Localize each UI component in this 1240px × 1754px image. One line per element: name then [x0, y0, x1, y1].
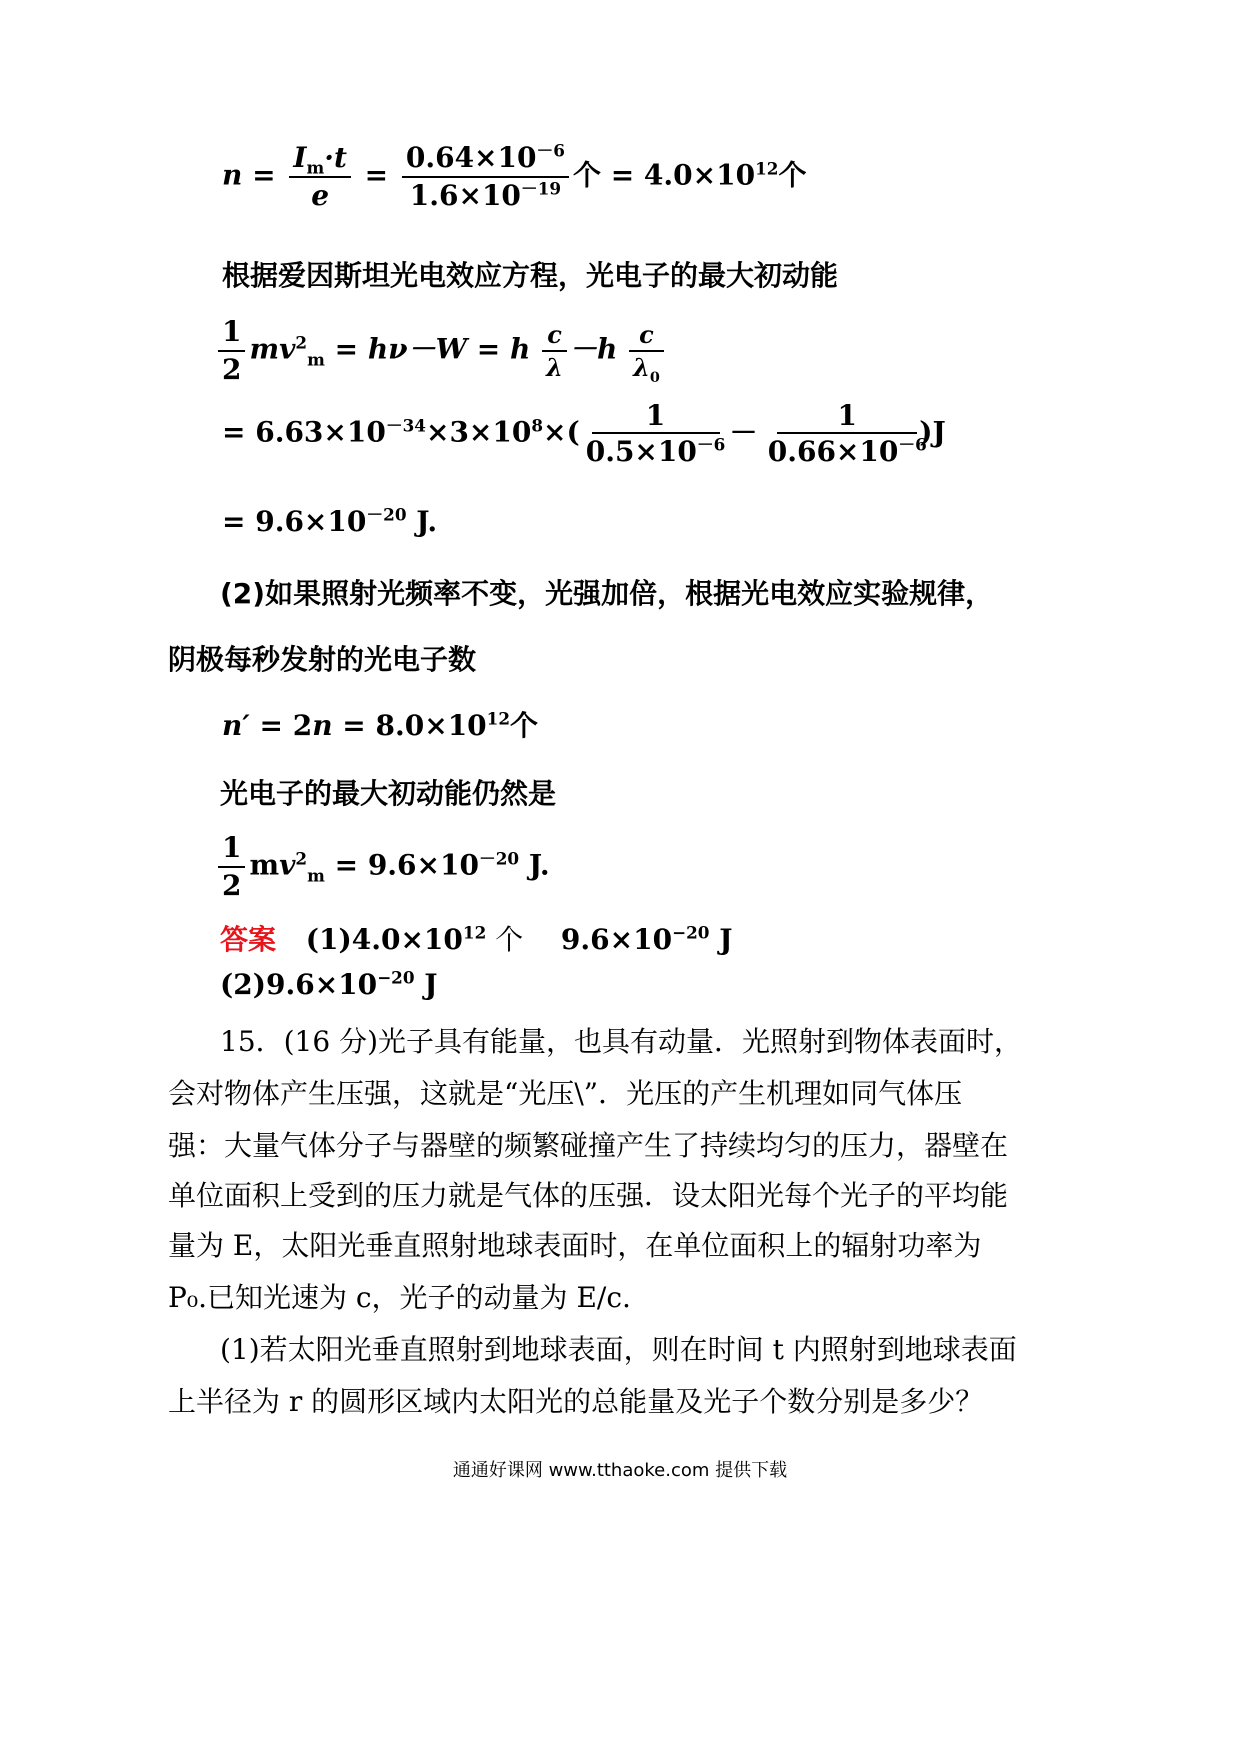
- problem15-line1: 15．(16 分)光子具有能量，也具有动量．光照射到物体表面时，: [220, 1025, 1023, 1058]
- calc-paren: ×(: [543, 415, 580, 449]
- problem15-line6: P₀.已知光速为 c，光子的动量为 E/c.: [168, 1281, 631, 1314]
- eq-exp: 12: [486, 708, 511, 729]
- fraction-half: [218, 832, 245, 902]
- eq-sign: =: [354, 158, 398, 192]
- var-m: m: [249, 848, 280, 882]
- minus-sign: －: [729, 415, 758, 449]
- result-start: = 9.6×10: [222, 505, 367, 538]
- unit-ge: 个: [572, 158, 601, 192]
- answer-part1-exp: 12: [462, 922, 487, 943]
- result-exp: －20: [366, 504, 407, 525]
- answer-part2-end: J: [414, 968, 438, 1001]
- unit-ge: 个: [510, 709, 539, 742]
- calc-exp1: －34: [385, 415, 426, 436]
- var-v: v: [279, 332, 296, 366]
- fraction-charge-over-e: [402, 142, 569, 212]
- var-v: v: [279, 848, 296, 882]
- problem15-line2: 会对物体产生压强，这就是“光压\”．光压的产生机理如同气体压: [168, 1077, 963, 1110]
- footer-source: 通通好课网 www.tthaoke.com 提供下载: [452, 1460, 788, 1481]
- text-part2-intro: (2)如果照射光频率不变，光强加倍，根据光电效应实验规律，: [220, 577, 994, 610]
- problem15-line5: 量为 E，太阳光垂直照射地球表面时，在单位面积上的辐射功率为: [168, 1229, 982, 1262]
- frac-num: 1: [592, 400, 720, 434]
- fraction-im-t-over-e: [289, 142, 351, 212]
- problem15-line4: 单位面积上受到的压力就是气体的压强．设太阳光每个光子的平均能: [168, 1179, 1009, 1212]
- equation-kinetic-energy-2: [218, 832, 550, 902]
- problem15-sub1-line2: 上半径为 r 的圆形区域内太阳光的总能量及光子个数分别是多少？: [168, 1385, 984, 1418]
- frac-num: 0.64×10: [405, 141, 537, 174]
- fraction-c-over-lambda0: [629, 319, 664, 386]
- var-m: m: [249, 332, 280, 366]
- var-v-sup: 2: [295, 332, 308, 353]
- equation-result-energy: [222, 505, 437, 538]
- frac-den-exp: －6: [696, 434, 726, 455]
- eq-mid: = 2: [249, 709, 313, 742]
- answer-part1: (1)4.0×10: [305, 923, 463, 956]
- answer-part1-unit: 个: [486, 923, 524, 956]
- calc-mid: ×3×10: [425, 415, 532, 449]
- eq-rest: = 9.6×10: [324, 848, 479, 882]
- frac-den: e: [311, 179, 330, 213]
- frac-den: 0.5×10: [585, 435, 697, 469]
- frac-den: 2: [222, 353, 242, 387]
- equation-photoelectron-count: [222, 142, 806, 212]
- frac-num: c: [639, 319, 654, 349]
- answer-part1b: 9.6×10: [560, 923, 673, 956]
- frac-num: I: [293, 141, 307, 174]
- var-v-sup: 2: [295, 848, 308, 869]
- text-einstein: 根据爱因斯坦光电效应方程，光电子的最大初动能: [222, 259, 839, 292]
- var-n-prime: n′: [222, 709, 250, 742]
- problem15-sub1-line1: (1)若太阳光垂直照射到地球表面，则在时间 t 内照射到地球表面: [220, 1333, 1017, 1366]
- answer-part1b-exp: −20: [672, 922, 710, 943]
- frac-num: 1: [218, 832, 245, 868]
- frac-den-exp: －6: [898, 434, 927, 455]
- problem15-line3: 强：大量气体分子与器壁的频繁碰撞产生了持续均匀的压力，器壁在: [168, 1129, 1009, 1162]
- calc-exp2: 8: [531, 415, 544, 436]
- answer-line-1: [220, 918, 732, 958]
- fraction-inverse-lambda0: [767, 399, 927, 469]
- eq-exp: －20: [478, 848, 520, 869]
- answer-part2-exp: −20: [377, 967, 415, 988]
- eq-result: = 4.0×10: [600, 158, 756, 192]
- frac-den-exp: －19: [520, 178, 562, 199]
- equation-numeric: [222, 400, 946, 468]
- frac-den-sub: 0: [649, 368, 660, 386]
- fraction-half: [218, 316, 245, 386]
- eq-result-exp: 12: [755, 158, 779, 179]
- equation-kinetic-energy: [218, 316, 666, 386]
- calc-end: )J: [919, 415, 946, 449]
- frac-den: λ: [546, 353, 563, 383]
- eq-rest: = hν－W = h: [324, 332, 531, 366]
- frac-num-rest: ·t: [324, 141, 347, 174]
- var-v-sub: m: [307, 349, 325, 370]
- text-part2-count: 阴极每秒发射的光电子数: [168, 643, 477, 676]
- frac-num: c: [547, 319, 562, 349]
- result-end: J.: [406, 505, 438, 538]
- var-v-sub: m: [307, 865, 325, 886]
- frac-num: 1: [218, 316, 245, 352]
- equation-n-prime: [222, 704, 538, 744]
- var-n: n: [222, 158, 243, 192]
- minus-h: －h: [568, 332, 618, 366]
- frac-den: λ: [633, 353, 650, 383]
- unit-ge: 个: [778, 158, 807, 192]
- eq-end: J.: [519, 848, 550, 882]
- frac-num-sub: m: [306, 157, 325, 178]
- answer-part1b-end: J: [709, 923, 733, 956]
- frac-den: 2: [222, 869, 242, 903]
- var-n: n: [312, 709, 333, 742]
- calc-start: = 6.63×10: [222, 415, 386, 449]
- eq-rest: = 8.0×10: [332, 709, 487, 742]
- answer-line-2: [220, 968, 438, 1001]
- eq-sign: =: [242, 158, 286, 192]
- answer-part2: (2)9.6×10: [220, 968, 378, 1001]
- answer-label: 答案: [220, 923, 277, 956]
- frac-den: 0.66×10: [767, 435, 899, 469]
- frac-num: 1: [777, 400, 917, 434]
- fraction-c-over-lambda: [542, 321, 567, 382]
- fraction-inverse-lambda: [585, 399, 726, 469]
- frac-num-exp: －6: [536, 140, 565, 161]
- frac-den: 1.6×10: [409, 179, 521, 213]
- text-still: 光电子的最大初动能仍然是: [220, 777, 557, 810]
